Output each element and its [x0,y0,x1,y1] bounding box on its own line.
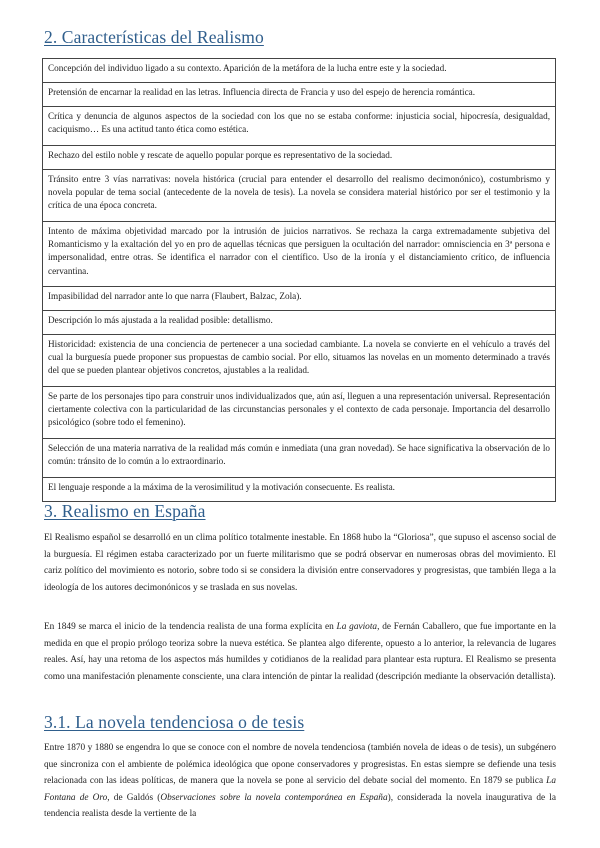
table-cell: Pretensión de encarnar la realidad en las letras. Influencia directa de Francia y uso del espejo de herencia romántica. [43,83,556,107]
table-row [43,107,556,146]
section-2-heading: 2. Características del Realismo [44,27,264,47]
table-row [43,387,556,439]
table-row [43,83,556,107]
work-title: La Fontana de Oro [44,776,556,803]
paragraph: Entre 1870 y 1880 se engendra lo que se conoce con el nombre de novela tendenciosa (también novela de ideas o de tesis), un subgénero que sincroniza con el ambiente de polémica ideológica que opone conservadores y progresistas. En estas siempre se defiende una tesis relacionada con las ideas políticas, de manera que la novela se pone al servicio del debate social del momento. En 1879 se publica La Fontana de Oro, de Galdós (Observaciones sobre la novela contemporánea en España), considerada la novela inaugurativa de la tendencia realista desde la vertiente de la [44,743,556,820]
table-row [43,335,556,387]
table-row [43,59,556,83]
work-title: La gaviota [336,622,378,632]
paragraph: El Realismo español se desarrolló en un clima político totalmente inestable. En 1868 hubo la “Gloriosa”, que supuso el ascenso social de la burguesía. El régimen estaba caracterizado por un fuerte militarismo que se podrá observar en numerosas obras del movimiento. El cariz político del movimiento es notorio, sobre todo si se considera la división entre conservadores y progresistas, que también llega a la ideología de los autores decimonónicos y se traslada en sus novelas. [44,533,556,593]
table-row [43,478,556,502]
table-row [43,146,556,170]
table-cell: Descripción lo más ajustada a la realidad posible: detallismo. [43,311,556,335]
table-row [43,287,556,311]
table-cell: Concepción del individuo ligado a su contexto. Aparición de la metáfora de la lucha entre este y la sociedad. [43,59,556,83]
section-3-1-heading: 3.1. La novela tendenciosa o de tesis [44,712,305,732]
table-cell: Impasibilidad del narrador ante lo que narra (Flaubert, Balzac, Zola). [43,287,556,311]
table-cell: Se parte de los personajes tipo para construir unos individualizados que, aún así, lleguen a una representación universal. Representación ciertamente colectiva con la particularidad de las circunstancias personales y el contexto de cada personaje. Importancia del desarrollo psicológico (sobre todo el femenino). [43,387,556,439]
table-cell: Rechazo del estilo noble y rescate de aquello popular porque es representativo de la sociedad. [43,146,556,170]
table-cell: Selección de una materia narrativa de la realidad más común e inmediata (una gran novedad). Se hace significativa la observación de lo común: tránsito de lo común a lo extraordinario. [43,439,556,478]
table-row [43,439,556,478]
section-3-heading: 3. Realismo en España [44,501,206,521]
table-row [43,311,556,335]
work-title: Observaciones sobre la novela contemporánea en España [160,792,388,803]
table-cell: Tránsito entre 3 vías narrativas: novela histórica (crucial para entender el desarrollo del realismo decimonónico), costumbrismo y novela popular de tema social (antecedente de la novela de tesis). La novela se considera material histórico por ser el testimonio y la crítica de una época concreta. [43,170,556,222]
table-cell: Crítica y denuncia de algunos aspectos de la sociedad con los que no se estaba conforme: injusticia social, hipocresía, desigualdad, caciquismo… Es una actitud tanto ética como estética. [43,107,556,146]
table-row [43,170,556,222]
paragraph: En 1849 se marca el inicio de la tendencia realista de una forma explícita en La gaviota, de Fernán Caballero, que fue importante en la medida en que el propio prólogo teoriza sobre la nueva estética. Se plantea algo diferente, opuesto a lo anterior, la relevancia de lugares reales. Así, hay una retoma de los aspectos más humildes y cotidianos de la realidad para plantear esta ruptura. El Realismo se presenta como una manifestación plenamente consciente, una clara intención de pintar la realidad (descripción mediante la observación detallista). [44,622,556,682]
table-cell: Intento de máxima objetividad marcado por la intrusión de juicios narrativos. Se rechaza la carga extremadamente subjetiva del Romanticismo y la exaltación del yo en pro de aquellas técnicas que persiguen la ocultación del narrador: omnisciencia en 3ª persona e impersonalidad, entre otras. Se identifica el narrador con el científico. Uso de la ironía y el distanciamiento crítico, de influencia cervantina. [43,222,556,287]
characteristics-table [42,58,556,502]
table-cell: El lenguaje responde a la máxima de la verosimilitud y la motivación consecuente. Es realista. [43,478,556,502]
table-row [43,222,556,287]
table-cell: Historicidad: existencia de una conciencia de pertenecer a una sociedad cambiante. La novela se convierte en el vehículo a través del cual la burguesía puede proponer sus propuestas de cambio social. Por ello, situamos las novelas en un momento determinado a través del que se pueden plantear objetivos concretos, ajustables a la realidad. [43,335,556,387]
